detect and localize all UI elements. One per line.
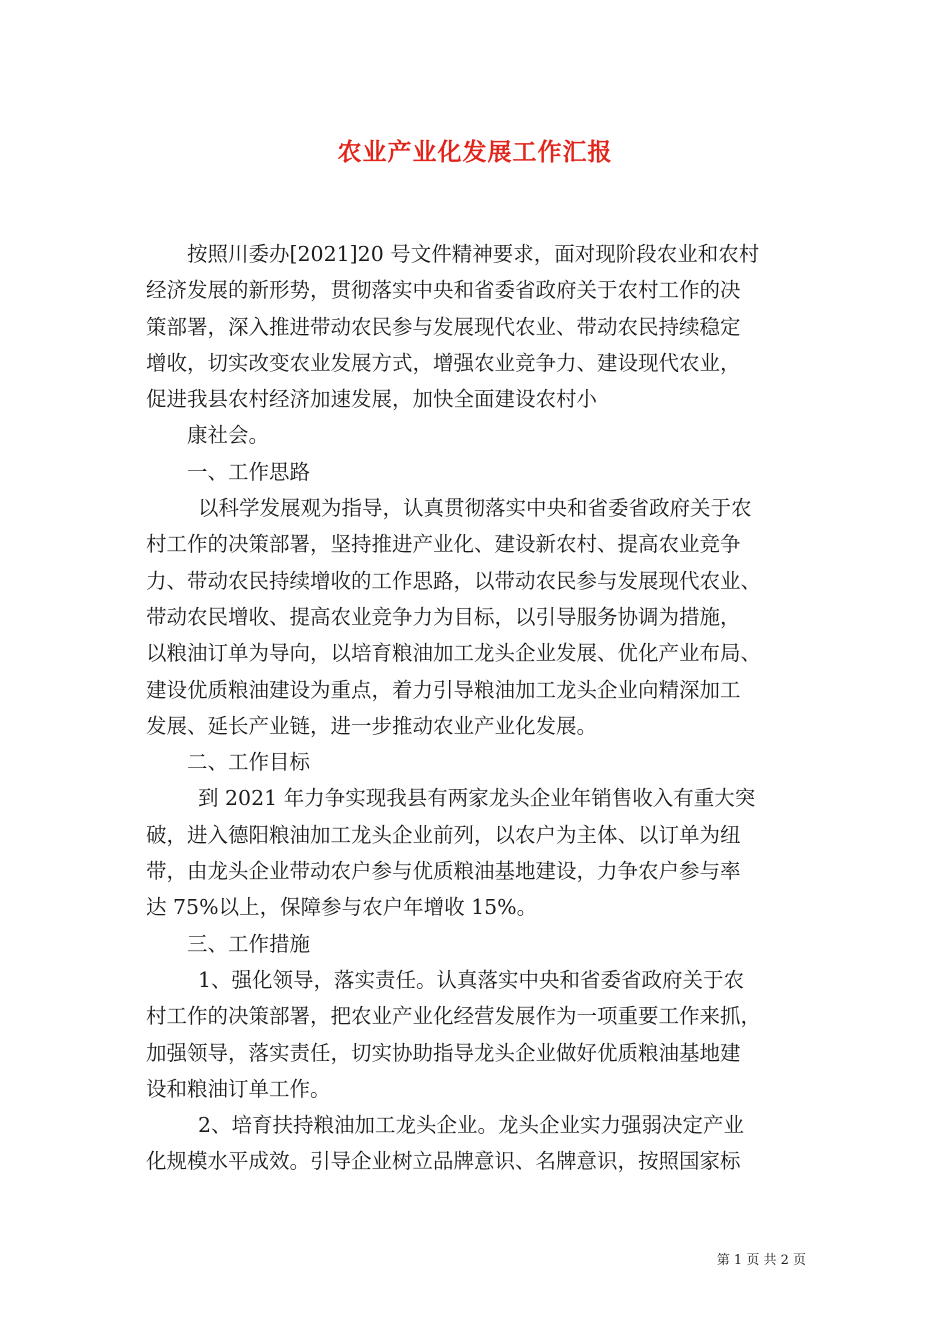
paragraph-line: 康社会。 [187, 423, 269, 448]
paragraph-line: 以粮油订单为导向，以培育粮油加工龙头企业发展、优化产业布局、 [146, 641, 761, 666]
page-number: 第 1 页 共 2 页 [716, 1253, 806, 1268]
document-body [146, 236, 816, 1180]
paragraph-line: 村工作的决策部署，坚持推进产业化、建设新农村、提高农业竞争 [146, 532, 741, 557]
paragraph-line: 加强领导，落实责任，切实协助指导龙头企业做好优质粮油基地建 [146, 1040, 741, 1065]
paragraph-line: 以科学发展观为指导，认真贯彻落实中央和省委省政府关于农 [198, 496, 752, 521]
section-heading: 一、工作思路 [187, 459, 310, 484]
paragraph-line: 破，进入德阳粮油加工龙头企业前列，以农户为主体、以订单为纽 [146, 822, 741, 847]
section-heading: 二、工作目标 [187, 750, 310, 775]
paragraph-line: 到 2021 年力争实现我县有两家龙头企业年销售收入有重大突 [198, 786, 756, 811]
paragraph-line: 带，由龙头企业带动农户参与优质粮油基地建设，力争农户参与率 [146, 859, 741, 884]
paragraph-line: 村工作的决策部署，把农业产业化经营发展作为一项重要工作来抓， [146, 1004, 761, 1029]
paragraph-line: 发展、延长产业链，进一步推动农业产业化发展。 [146, 713, 597, 738]
paragraph-line: 经济发展的新形势，贯彻落实中央和省委省政府关于农村工作的决 [146, 278, 741, 303]
paragraph-line: 按照川委办[2021]20 号文件精神要求，面对现阶段农业和农村 [187, 242, 760, 266]
paragraph-line: 促进我县农村经济加速发展，加快全面建设农村小 [146, 387, 597, 412]
paragraph-line: 建设优质粮油建设为重点，着力引导粮油加工龙头企业向精深加工 [146, 677, 741, 702]
section-heading: 三、工作措施 [187, 931, 310, 956]
paragraph-line: 化规模水平成效。引导企业树立品牌意识、名牌意识，按照国家标 [146, 1149, 741, 1174]
document-title: 农业产业化发展工作汇报 [337, 138, 613, 166]
paragraph-line: 设和粮油订单工作。 [146, 1076, 331, 1101]
paragraph-line: 2、培育扶持粮油加工龙头企业。龙头企业实力强弱决定产业 [198, 1113, 745, 1138]
paragraph-line: 策部署，深入推进带动农民参与发展现代农业、带动农民持续稳定 [146, 314, 741, 339]
paragraph-line: 达 75%以上，保障参与农户年增收 15%。 [146, 895, 538, 920]
paragraph-line: 1、强化领导，落实责任。认真落实中央和省委省政府关于农 [198, 967, 745, 992]
paragraph-line: 力、带动农民持续增收的工作思路，以带动农民参与发展现代农业、 [146, 568, 761, 593]
paragraph-line: 增收，切实改变农业发展方式，增强农业竞争力、建设现代农业， [146, 350, 741, 375]
paragraph-line: 带动农民增收、提高农业竞争力为目标，以引导服务协调为措施， [146, 604, 741, 629]
